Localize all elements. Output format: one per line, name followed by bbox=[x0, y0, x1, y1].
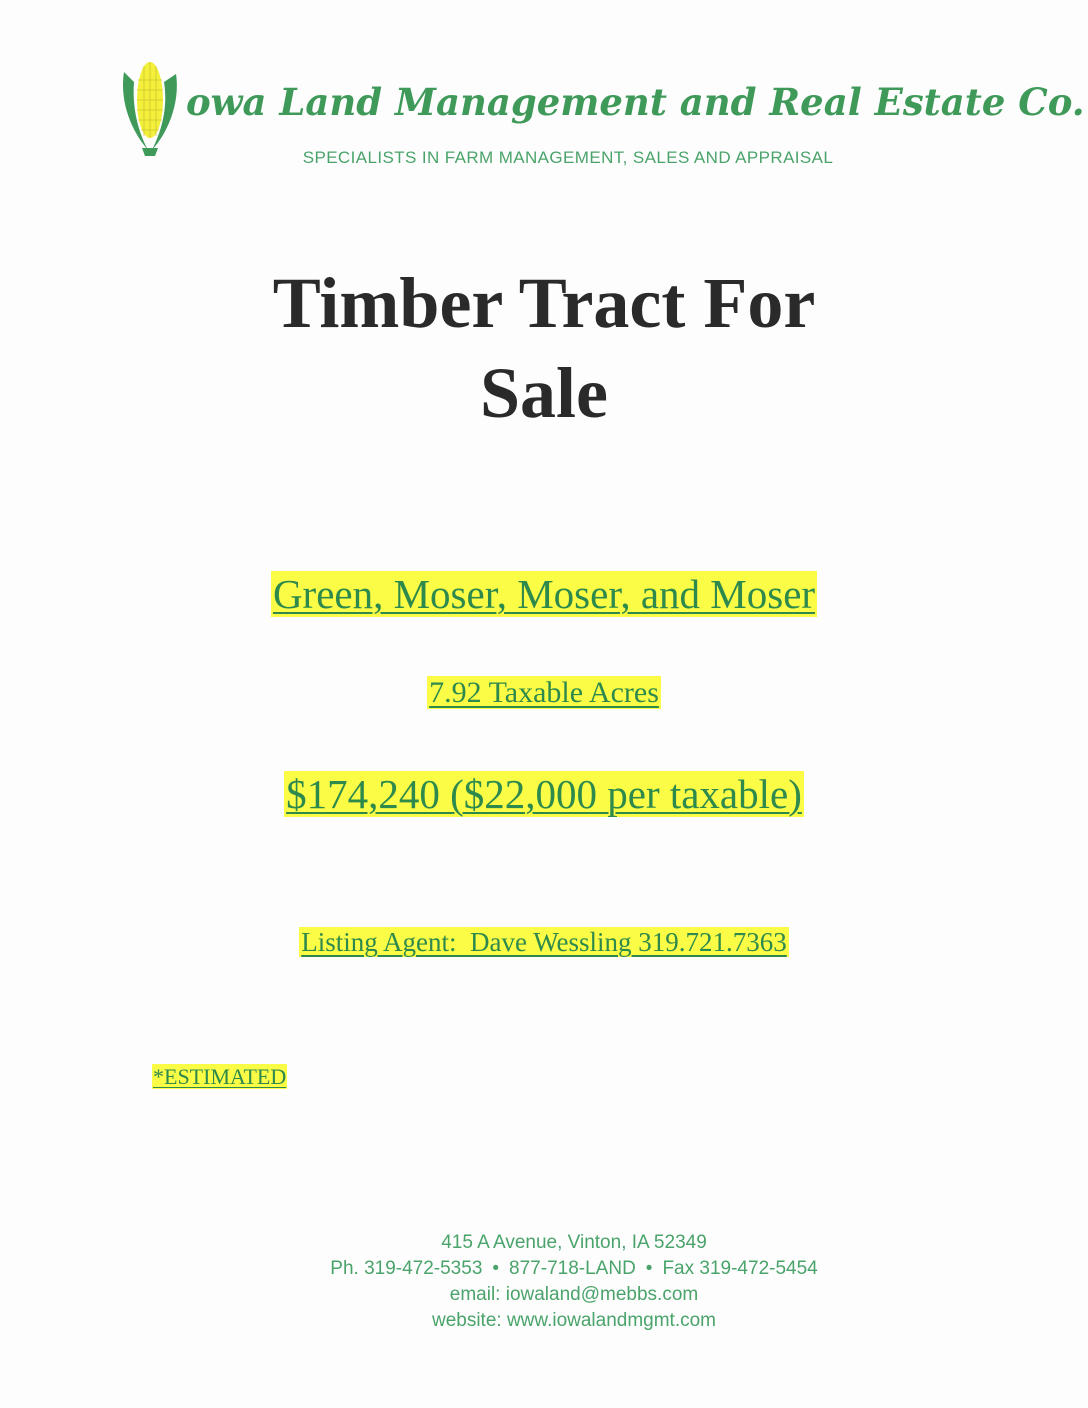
footer-phone: Ph. 319-472-5353 bbox=[330, 1258, 483, 1279]
footer-website: website: www.iowalandmgmt.com bbox=[431, 1310, 717, 1331]
agent-text: Listing Agent: Dave Wessling 319.721.7363 bbox=[301, 927, 787, 957]
footer-fax: Fax 319-472-5454 bbox=[662, 1258, 818, 1279]
footer-address: 415 A Avenue, Vinton, IA 52349 bbox=[441, 1232, 707, 1253]
agent-line bbox=[0, 927, 1088, 958]
separator-dot: • bbox=[492, 1258, 500, 1279]
page-title bbox=[0, 258, 1088, 438]
footer-email: email: iowaland@mebbs.com bbox=[449, 1284, 699, 1305]
owners-line bbox=[0, 570, 1088, 618]
price-text: $174,240 ($22,000 per taxable) bbox=[286, 771, 802, 817]
company-name: owa Land Management and Real Estate Co. bbox=[186, 80, 1085, 124]
price-line bbox=[0, 770, 1088, 818]
company-tagline: SPECIALISTS IN FARM MANAGEMENT, SALES AND APPRAISAL bbox=[302, 148, 834, 167]
footer-tollfree: 877-718-LAND bbox=[509, 1258, 636, 1279]
footer-contact bbox=[0, 1230, 1088, 1334]
corn-cob-icon bbox=[118, 52, 182, 158]
estimated-text: *ESTIMATED bbox=[153, 1064, 287, 1089]
title-line-2: Sale bbox=[479, 353, 608, 433]
separator-dot: • bbox=[645, 1258, 653, 1279]
estimated-note bbox=[152, 1064, 287, 1090]
footer-phones bbox=[60, 1256, 1088, 1282]
acres-line bbox=[0, 676, 1088, 710]
title-line-1: Timber Tract For bbox=[272, 263, 816, 343]
owners-text: Green, Moser, Moser, and Moser bbox=[272, 571, 816, 617]
acres-text: 7.92 Taxable Acres bbox=[429, 676, 659, 709]
